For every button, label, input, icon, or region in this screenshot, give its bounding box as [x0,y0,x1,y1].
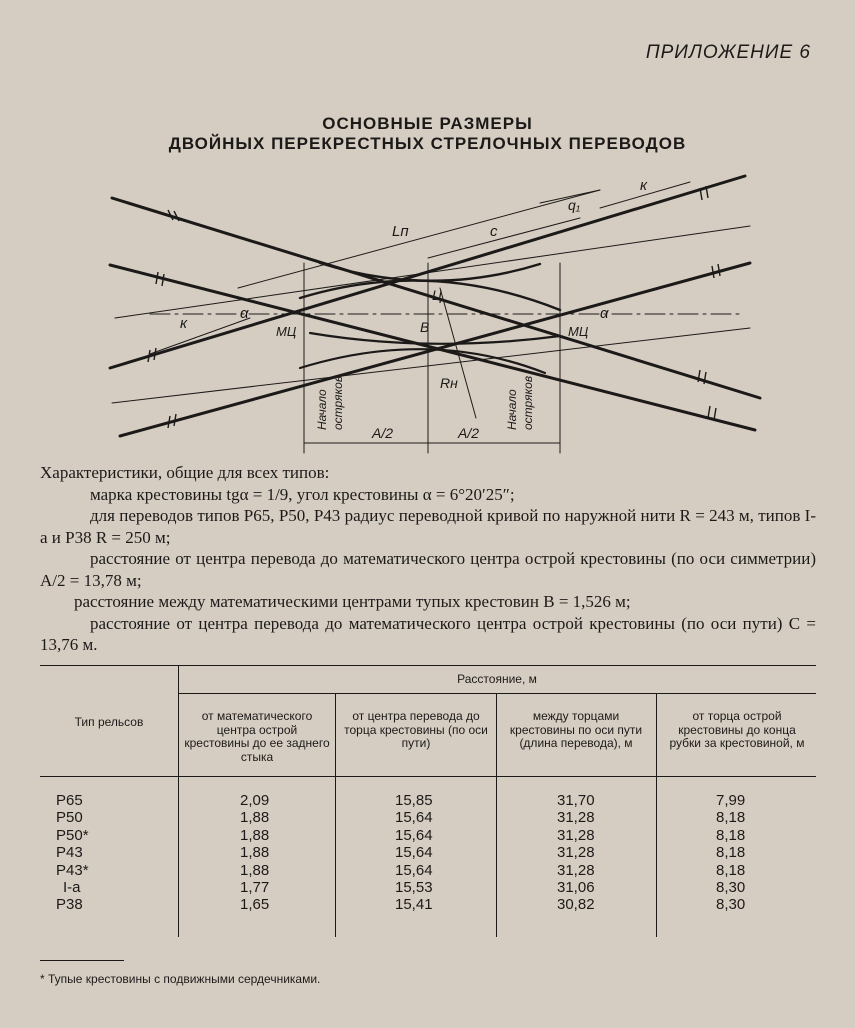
label-alpha-left: α [240,305,249,322]
table-cell: 15,53 [395,879,433,897]
header-col-3: между торцами крестовины по оси пути (длина перевода), м [509,709,643,750]
table-cell: 8,18 [716,826,746,844]
label-a2-right: A/2 [458,425,480,441]
table-cell: 31,70 [557,792,595,809]
characteristics-text [40,462,816,656]
label-start-left-1: Начало [315,389,329,430]
label-a2-left: A/2 [372,425,394,441]
col-type-values [56,792,89,914]
table-cell: 15,64 [395,809,433,827]
table-cell: 15,41 [395,896,433,914]
table-cell: 1,88 [240,844,270,862]
table-cell: 31,28 [557,844,595,862]
label-lp: Lп [392,223,409,240]
table-cell: 1,88 [240,826,270,844]
table-cell: 1,65 [240,896,270,914]
table-top-rule [40,665,816,666]
label-b: В [420,319,430,335]
label-mc-right: МЦ [568,324,589,339]
table-cell: Р50* [56,826,89,844]
table-cell: 8,30 [716,896,746,914]
paragraph-1: марка крестовины tgα = 1/9, угол крестовины α = 6°20′25″; [90,484,515,504]
table-cell: Р65 [56,792,83,809]
table-cell: I-а [63,879,81,897]
paragraph-2: для переводов типов Р65, Р50, Р43 радиус переводной кривой по наружной нити R = 243 м, типов I-а и Р38 R = 250 м; [40,506,816,547]
label-c: c [490,223,498,240]
appendix-label: ПРИЛОЖЕНИЕ 6 [645,42,811,63]
label-rn: Rн [440,375,458,391]
page-title-line-2: ДВОЙНЫХ ПЕРЕКРЕСТНЫХ СТРЕЛОЧНЫХ ПЕРЕВОДОВ [168,134,687,153]
table-cell: 1,88 [240,861,270,879]
col-4-values [716,792,745,914]
paragraph-5: расстояние от центра перевода до математического центра острой крестовины (по оси пути) C = 13,76 м. [40,613,816,654]
table-cell: 15,64 [395,861,433,879]
dim-c [428,218,580,258]
label-k-top: к [640,177,648,194]
table-cell: Р38 [56,896,83,914]
header-col-4: от торца острой крестовины до конца рубки за крестовиной, м [669,709,805,750]
header-col-2: от центра перевода до торца крестовины (по оси пути) [344,709,488,750]
table-cell: 31,28 [557,861,595,879]
paragraph-4: расстояние между математическими центрами тупых крестовин B = 1,526 м; [74,592,631,611]
table-cell: 8,18 [716,809,746,827]
dim-k-left [150,318,250,354]
table-cell: 8,18 [716,861,746,879]
table-cell: 31,28 [557,809,595,827]
table-cell: Р43 [56,844,83,862]
paragraph-3: расстояние от центра перевода до математического центра острой крестовины (по оси симметрии) A/2 = 13,78 м; [40,549,816,590]
table-cell: 15,64 [395,826,433,844]
col-1-values [240,792,269,914]
diverging-curve-3 [310,333,560,344]
footnote-rule [40,960,124,961]
table-cell: Р43* [56,861,89,879]
footnote: * Тупые крестовины с подвижными сердечниками. [40,972,321,986]
table-cell: 7,99 [716,792,746,809]
table-cell: 2,09 [240,792,270,809]
header-type: Тип рельсов [74,715,144,729]
table-cell: 15,85 [395,792,433,809]
label-mc-left: МЦ [276,324,297,339]
header-col-1: от математического центра острой крестовины до ее заднего стыка [184,709,330,764]
label-start-right-1: Начало [505,389,519,430]
col-3-values [557,792,595,914]
col-2-values [395,792,433,914]
label-k-left: к [180,315,188,332]
table-cell: 30,82 [557,896,595,914]
label-start-right-2: остряков [521,375,535,430]
label-start-left-2: остряков [331,375,345,430]
table-cell: 1,88 [240,809,270,827]
intro-line: Характеристики, общие для всех типов: [40,463,330,482]
table-cell: 1,77 [240,879,270,897]
table-cell: 31,06 [557,879,595,897]
table-cell: 8,30 [716,879,746,897]
table-cell: Р50 [56,809,83,827]
table-cell: 8,18 [716,844,746,862]
turnout-diagram [0,168,855,458]
label-q1: q₁ [568,197,581,213]
label-center: Ц [432,287,443,303]
table-cell: 15,64 [395,844,433,862]
page-title-line-1: ОСНОВНЫЕ РАЗМЕРЫ [322,114,533,133]
label-alpha-right: α [600,305,609,322]
axis-line-upper [115,226,750,318]
header-group: Расстояние, м [457,672,537,686]
table-cell: 31,28 [557,826,595,844]
